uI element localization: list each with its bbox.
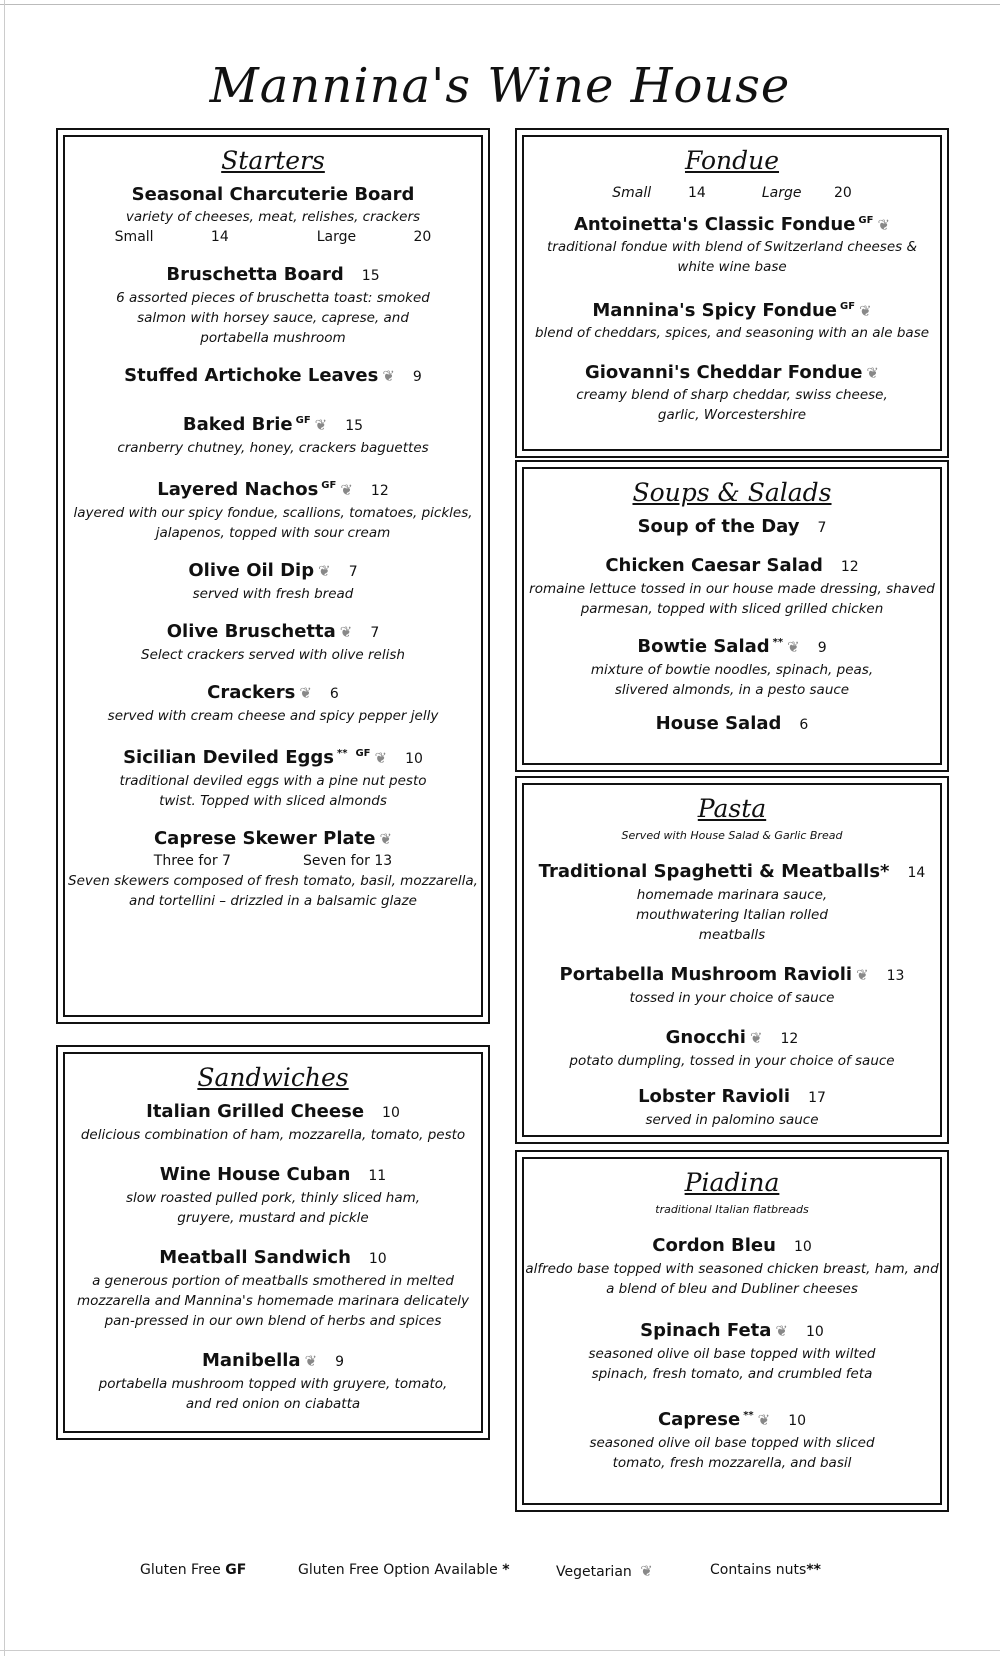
legend-label: Gluten Free Option Available xyxy=(298,1562,498,1578)
item-name: Gnocchi xyxy=(665,1027,746,1048)
item-name: Olive Oil Dip xyxy=(188,560,315,581)
menu-item xyxy=(523,1319,941,1384)
menu-item xyxy=(523,1085,941,1130)
item-price: 10 xyxy=(368,1251,387,1267)
item-price: 10 xyxy=(382,1105,400,1121)
item-name: Mannina's Spicy Fondue xyxy=(592,300,838,321)
item-description: variety of cheeses, meat, relishes, crackers xyxy=(125,209,421,225)
menu-item xyxy=(523,1404,941,1473)
contains-nuts-mark: ** xyxy=(336,748,348,759)
item-price: 10 xyxy=(793,1239,812,1255)
vegetarian-leaf-icon: ❦ xyxy=(787,638,800,656)
vegetarian-leaf-icon: ❦ xyxy=(339,623,353,641)
menu-item xyxy=(523,361,941,425)
menu-item xyxy=(64,1100,482,1145)
item-description: served with cream cheese and spicy pepper jelly xyxy=(107,708,439,724)
item-price: 6 xyxy=(799,717,809,733)
menu-title: Mannina's Wine House xyxy=(209,58,791,114)
menu-item xyxy=(64,681,482,726)
contains-nuts-mark: ** xyxy=(772,637,784,648)
item-name: Caprese xyxy=(657,1409,741,1430)
item-description: mixture of bowtie noodles, spinach, peas, slivered almonds, in a pesto sauce xyxy=(590,662,874,698)
item-price: 7 xyxy=(370,625,380,641)
item-description: romaine lettuce tossed in our house made dressing, shaved parmesan, topped with sliced grilled chicken xyxy=(529,581,935,617)
fondue-section xyxy=(515,128,949,458)
item-description: Select crackers served with olive relish xyxy=(141,647,405,663)
item-price: 10 xyxy=(788,1413,807,1429)
item-description: layered with our spicy fondue, scallions, tomatoes, pickles, jalapenos, topped with sour cream xyxy=(73,505,473,541)
menu-item xyxy=(523,515,941,540)
menu-item xyxy=(64,559,482,604)
menu-item xyxy=(523,963,941,1008)
item-description: seasoned olive oil base topped with sliced tomato, fresh mozzarella, and basil xyxy=(589,1435,875,1471)
item-price: 7 xyxy=(817,520,827,536)
menu-item xyxy=(523,860,941,945)
size-label: Large xyxy=(316,229,357,245)
item-name: Giovanni's Cheddar Fondue xyxy=(584,362,863,383)
legend-contains-nuts xyxy=(710,1562,821,1578)
vegetarian-leaf-icon: ❦ xyxy=(379,830,393,848)
menu-item xyxy=(523,631,941,700)
menu-item xyxy=(523,1234,941,1299)
vegetarian-leaf-icon: ❦ xyxy=(299,684,312,702)
item-name: Manibella xyxy=(201,1350,301,1371)
item-option: Seven for 13 xyxy=(302,853,393,869)
item-name: Crackers xyxy=(207,682,296,703)
menu-item xyxy=(64,364,482,389)
menu-item xyxy=(64,409,482,458)
item-description: Seven skewers composed of fresh tomato, basil, mozzarella, and tortellini – drizzled in a balsamic glaze xyxy=(68,873,478,909)
menu-item xyxy=(64,263,482,348)
item-name: Cordon Bleu xyxy=(652,1235,776,1256)
vegetarian-leaf-icon: ❦ xyxy=(340,481,353,499)
contains-nuts-mark: ** xyxy=(743,1410,754,1421)
item-price: 14 xyxy=(688,185,706,201)
item-price: 12 xyxy=(840,559,859,575)
item-price: 9 xyxy=(335,1354,345,1370)
item-name: Bruschetta Board xyxy=(166,264,344,285)
vegetarian-leaf-icon: ❦ xyxy=(866,364,879,382)
legend-gluten-free-option xyxy=(298,1562,510,1578)
gluten-free-badge: GF xyxy=(355,748,371,759)
menu-item xyxy=(64,1163,482,1228)
item-price: 7 xyxy=(348,564,358,580)
page-left-rule xyxy=(4,0,5,1656)
section-title-starters: Starters xyxy=(221,146,325,175)
item-name: Seasonal Charcuterie Board xyxy=(131,184,415,205)
vegetarian-leaf-icon: ❦ xyxy=(877,216,891,234)
gluten-free-badge: GF xyxy=(840,301,856,312)
vegetarian-leaf-icon: ❦ xyxy=(775,1322,788,1340)
item-description: delicious combination of ham, mozzarella, tomato, pesto xyxy=(80,1127,466,1143)
item-price: 20 xyxy=(833,185,852,201)
size-label: Small xyxy=(612,185,652,201)
sandwiches-section xyxy=(56,1045,490,1440)
menu-item xyxy=(523,209,941,277)
item-price: 10 xyxy=(405,751,423,767)
legend-vegetarian xyxy=(556,1562,653,1580)
item-description: seasoned olive oil base topped with wilted spinach, fresh tomato, and crumbled feta xyxy=(588,1346,876,1382)
menu-item xyxy=(523,1026,941,1071)
item-name: Italian Grilled Cheese xyxy=(146,1101,365,1122)
piadina-section xyxy=(515,1150,949,1512)
size-label: Small xyxy=(114,229,154,245)
item-name: Bowtie Salad xyxy=(637,636,770,657)
vegetarian-leaf-icon: ❦ xyxy=(757,1411,771,1429)
menu-item xyxy=(64,474,482,543)
vegetarian-leaf-icon: ❦ xyxy=(856,966,869,984)
item-name: Antoinetta's Classic Fondue xyxy=(573,214,856,235)
item-description: slow roasted pulled pork, thinly sliced ham, gruyere, mustard and pickle xyxy=(125,1190,421,1226)
item-name: House Salad xyxy=(655,713,782,734)
item-option: Three for 7 xyxy=(153,853,231,869)
item-price: 6 xyxy=(329,686,339,702)
menu-item xyxy=(523,554,941,619)
legend-code: ** xyxy=(806,1562,821,1578)
menu-item xyxy=(64,1349,482,1414)
item-name: Stuffed Artichoke Leaves xyxy=(124,365,379,386)
menu-item xyxy=(64,742,482,811)
item-description: cranberry chutney, honey, crackers baguettes xyxy=(117,440,429,456)
item-name: Wine House Cuban xyxy=(159,1164,351,1185)
vegetarian-leaf-icon: ❦ xyxy=(640,1562,653,1580)
item-name: Portabella Mushroom Ravioli xyxy=(559,964,853,985)
item-name: Lobster Ravioli xyxy=(638,1086,791,1107)
menu-item xyxy=(64,827,482,911)
legend-label: Gluten Free xyxy=(140,1562,221,1578)
menu-item xyxy=(523,712,941,737)
item-name: Baked Brie xyxy=(182,414,293,435)
vegetarian-leaf-icon: ❦ xyxy=(382,367,395,385)
legend-code: GF xyxy=(225,1562,247,1578)
item-description: a generous portion of meatballs smothered in melted mozzarella and Mannina's homemade marinara delicately pan-pressed in our own blend of herbs and spices xyxy=(76,1273,470,1329)
item-description: traditional fondue with blend of Switzerland cheeses & white wine base xyxy=(547,239,917,275)
pasta-section xyxy=(515,776,949,1144)
item-name: Spinach Feta xyxy=(640,1320,772,1341)
item-price: 10 xyxy=(806,1324,824,1340)
item-description: 6 assorted pieces of bruschetta toast: smoked salmon with horsey sauce, caprese, and portabella mushroom xyxy=(116,290,430,346)
vegetarian-leaf-icon: ❦ xyxy=(314,416,328,434)
item-name: Layered Nachos xyxy=(157,479,319,500)
menu-item xyxy=(523,295,941,343)
item-name: Traditional Spaghetti & Meatballs* xyxy=(538,861,890,882)
legend-code: * xyxy=(502,1562,510,1578)
item-description: blend of cheddars, spices, and seasoning with an ale base xyxy=(534,325,930,341)
item-description: tossed in your choice of sauce xyxy=(629,990,835,1006)
item-price: 15 xyxy=(361,268,380,284)
item-name: Meatball Sandwich xyxy=(159,1247,351,1268)
item-name: Soup of the Day xyxy=(637,516,800,537)
vegetarian-leaf-icon: ❦ xyxy=(859,302,872,320)
item-name: Chicken Caesar Salad xyxy=(605,555,823,576)
item-price: 14 xyxy=(907,865,926,881)
section-title-fondue: Fondue xyxy=(684,146,780,175)
vegetarian-leaf-icon: ❦ xyxy=(304,1352,318,1370)
section-note: traditional Italian flatbreads xyxy=(655,1203,809,1216)
legend-label: Vegetarian xyxy=(556,1564,632,1580)
gluten-free-badge: GF xyxy=(858,215,874,226)
item-price: 11 xyxy=(368,1168,387,1184)
item-price: 9 xyxy=(817,640,827,656)
item-description: traditional deviled eggs with a pine nut pesto twist. Topped with sliced almonds xyxy=(119,773,427,809)
item-price: 9 xyxy=(412,369,422,385)
item-description: creamy blend of sharp cheddar, swiss cheese, garlic, Worcestershire xyxy=(576,387,888,423)
gluten-free-badge: GF xyxy=(295,415,311,426)
item-name: Sicilian Deviled Eggs xyxy=(123,747,334,768)
item-description: served in palomino sauce xyxy=(645,1112,819,1128)
section-title-pasta: Pasta xyxy=(697,794,767,823)
page-bottom-rule xyxy=(0,1650,1000,1651)
gluten-free-badge: GF xyxy=(321,480,337,491)
page-top-rule xyxy=(0,4,1000,5)
starters-section xyxy=(56,128,490,1024)
vegetarian-leaf-icon: ❦ xyxy=(749,1029,763,1047)
item-description: alfredo base topped with seasoned chicken breast, ham, and a blend of bleu and Dubliner cheeses xyxy=(525,1261,939,1297)
section-title-soups-salads: Soups & Salads xyxy=(632,478,832,507)
item-description: homemade marinara sauce, mouthwatering Italian rolled meatballs xyxy=(636,887,828,943)
vegetarian-leaf-icon: ❦ xyxy=(318,562,331,580)
legend-label: Contains nuts xyxy=(710,1562,807,1578)
item-price: 12 xyxy=(370,483,389,499)
item-name: Olive Bruschetta xyxy=(166,621,336,642)
item-description: portabella mushroom topped with gruyere, tomato, and red onion on ciabatta xyxy=(98,1376,448,1412)
legend-gluten-free xyxy=(140,1562,246,1578)
section-title-piadina: Piadina xyxy=(684,1168,780,1197)
item-price: 13 xyxy=(886,968,905,984)
item-price: 20 xyxy=(413,229,432,245)
section-note: Served with House Salad & Garlic Bread xyxy=(621,829,843,842)
item-description: potato dumpling, tossed in your choice of sauce xyxy=(569,1053,895,1069)
size-label: Large xyxy=(761,185,802,201)
menu-item xyxy=(64,183,482,247)
section-title-sandwiches: Sandwiches xyxy=(197,1063,349,1092)
menu-item xyxy=(64,1246,482,1331)
item-description: served with fresh bread xyxy=(192,586,354,602)
item-price: 12 xyxy=(780,1031,799,1047)
item-price: 17 xyxy=(808,1090,826,1106)
vegetarian-leaf-icon: ❦ xyxy=(374,749,388,767)
item-price: 15 xyxy=(345,418,364,434)
menu-item xyxy=(64,620,482,665)
item-name: Caprese Skewer Plate xyxy=(153,828,376,849)
item-price: 14 xyxy=(210,229,229,245)
soups-salads-section xyxy=(515,460,949,772)
